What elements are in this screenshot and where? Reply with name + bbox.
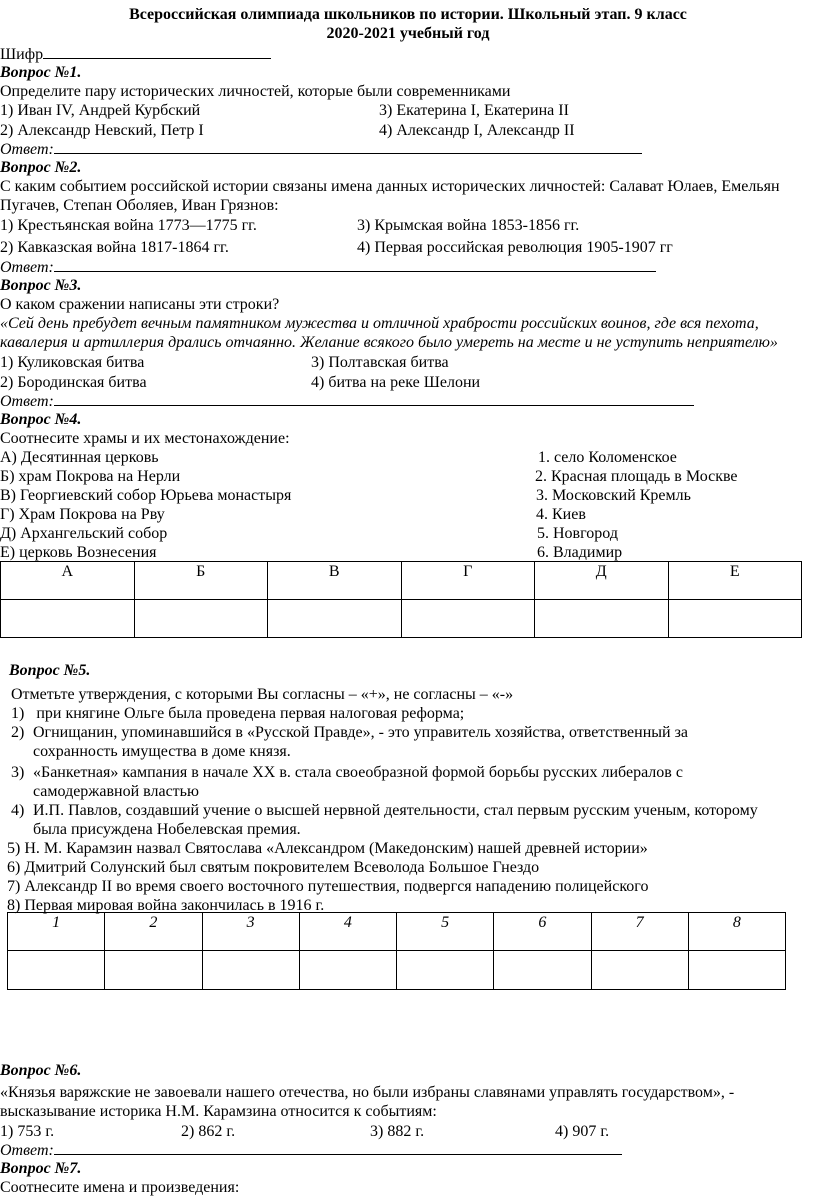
- q6-option-1: 1) 753 г.: [0, 1123, 55, 1140]
- q1-answer-line[interactable]: [0, 139, 642, 159]
- q4-heading: Вопрос №4.: [0, 411, 82, 428]
- q1-option-3: 3) Екатерина I, Екатерина II: [379, 102, 569, 119]
- q3-option-2: 2) Бородинская битва: [0, 374, 147, 391]
- q4-place-6: 6. Владимир: [537, 544, 623, 561]
- q3-option-4: 4) битва на реке Шелони: [311, 374, 481, 391]
- q1-option-2: 2) Александр Невский, Петр I: [0, 122, 204, 139]
- q4-temple-e: Е) церковь Вознесения: [0, 544, 157, 561]
- q3-answer-label: Ответ:: [0, 393, 54, 410]
- q4-table-header: А: [1, 562, 135, 600]
- q5-item-number: 7): [7, 878, 21, 895]
- q4-table-header: Д: [535, 562, 669, 600]
- q5-item-number: 8): [7, 897, 21, 914]
- q5-answer-cell[interactable]: [202, 951, 299, 990]
- q3-prompt: О каком сражении написаны эти строки?: [0, 296, 280, 313]
- q5-item-3-cont: самодержавной властью: [33, 783, 199, 800]
- q3-option-3: 3) Полтавская битва: [311, 354, 449, 371]
- cipher-field[interactable]: [0, 44, 271, 64]
- q4-temple-b: Б) храм Покрова на Нерли: [0, 468, 181, 485]
- q6-option-3: 3) 882 г.: [370, 1123, 425, 1140]
- q4-table-header: В: [268, 562, 402, 600]
- q1-option-4: 4) Александр I, Александр II: [379, 122, 575, 139]
- q5-item-text: Первая мировая война закончилась в 1916 г.: [24, 897, 325, 914]
- q5-table-header: 4: [299, 913, 396, 951]
- q2-prompt-line1: С каким событием российской истории связаны имена данных исторических личностей: Салават Юлаев, Емельян: [0, 178, 780, 195]
- q4-answer-cell[interactable]: [268, 600, 402, 638]
- q2-answer-label: Ответ:: [0, 259, 54, 276]
- q5-answer-cell[interactable]: [105, 951, 202, 990]
- q5-item-7: [7, 877, 648, 896]
- q2-answer-line[interactable]: [0, 257, 656, 277]
- q5-item-text: при княгине Ольге была проведена первая налоговая реформа;: [36, 705, 465, 722]
- q4-table-header: Е: [668, 562, 802, 600]
- q5-table-header: 1: [8, 913, 105, 951]
- q5-item-number-2: 2): [11, 724, 25, 741]
- q5-item-number: 5): [7, 840, 21, 857]
- q4-prompt: Соотнесите храмы и их местонахождение:: [0, 430, 290, 447]
- q1-answer-label: Ответ:: [0, 141, 54, 158]
- q5-answer-cell[interactable]: [299, 951, 396, 990]
- q5-prompt: Отметьте утверждения, с которыми Вы согласны – «+», не согласны – «-»: [11, 686, 514, 703]
- q2-option-4: 4) Первая российская революция 1905-1907 гг: [357, 239, 673, 256]
- q5-answer-cell[interactable]: [8, 951, 105, 990]
- q3-option-1: 1) Куликовская битва: [0, 354, 145, 371]
- q5-item-text: Александр II во время своего восточного путешествия, подвергся нападению полицейского: [24, 878, 649, 895]
- q5-table-header: 3: [202, 913, 299, 951]
- q4-temple-a: А) Десятинная церковь: [0, 449, 159, 466]
- q2-option-1: 1) Крестьянская война 1773—1775 гг.: [0, 217, 257, 234]
- q5-item-2-cont: сохранность имущества в доме князя.: [33, 743, 291, 760]
- q5-item-3-text: «Банкетная» кампания в начале XX в. стала своеобразной формой борьбы русских либералов с: [33, 764, 683, 781]
- q4-answer-cell[interactable]: [535, 600, 669, 638]
- q5-answer-cell[interactable]: [494, 951, 591, 990]
- q3-heading: Вопрос №3.: [0, 277, 82, 294]
- q6-option-2: 2) 862 г.: [181, 1123, 236, 1140]
- q2-heading: Вопрос №2.: [0, 159, 82, 176]
- q7-heading: Вопрос №7.: [0, 1160, 82, 1177]
- q4-temple-g: Г) Храм Покрова на Рву: [0, 506, 165, 523]
- q3-answer-line[interactable]: [0, 391, 694, 411]
- q3-answer-blank[interactable]: [54, 391, 694, 406]
- q5-answer-cell[interactable]: [688, 951, 785, 990]
- q5-item-5: [7, 839, 648, 858]
- q5-item-6: [7, 858, 539, 877]
- q5-table-header: 7: [591, 913, 688, 951]
- q7-prompt: Соотнесите имена и произведения:: [0, 1179, 240, 1196]
- q5-answer-table: [7, 912, 786, 990]
- q3-quote-line2: кавалерия и артиллерия дрались отчаянно. Желание всякого было умереть на месте и не уступить неприятелю»: [0, 334, 778, 351]
- q6-heading: Вопрос №6.: [0, 1062, 82, 1079]
- q5-item-text: Н. М. Карамзин назвал Святослава «Александром (Македонским) нашей древней истории»: [24, 840, 648, 857]
- q5-item-number: 6): [7, 859, 21, 876]
- q2-option-3: 3) Крымская война 1853-1856 гг.: [357, 217, 580, 234]
- q2-prompt-line2: Пугачев, Степан Оболяев, Иван Грязнов:: [0, 197, 279, 214]
- q5-answer-cell[interactable]: [591, 951, 688, 990]
- q5-item-number-3: 3): [11, 764, 25, 781]
- q6-option-4: 4) 907 г.: [555, 1123, 610, 1140]
- q1-prompt: Определите пару исторических личностей, которые были современниками: [0, 83, 511, 100]
- q5-table-header: 2: [105, 913, 202, 951]
- q4-place-2: 2. Красная площадь в Москве: [535, 468, 738, 485]
- q6-answer-blank[interactable]: [54, 1140, 622, 1155]
- q5-item-4-text: И.П. Павлов, создавший учение о высшей нервной деятельности, стал первым русским ученым, которому: [33, 802, 758, 819]
- school-year: 2020-2021 учебный год: [326, 25, 490, 42]
- q4-table-header: Г: [401, 562, 535, 600]
- q5-heading: Вопрос №5.: [9, 662, 91, 679]
- q6-answer-line[interactable]: [0, 1140, 622, 1160]
- q3-quote-line1: «Сей день пребудет вечным памятником мужества и отличной храбрости российских воинов, где вся пехота,: [0, 315, 759, 332]
- q1-heading: Вопрос №1.: [0, 64, 82, 81]
- q5-item-4-cont: была присуждена Нобелевская премия.: [33, 821, 301, 838]
- q5-item-1: [11, 704, 464, 723]
- q4-place-5: 5. Новгород: [537, 525, 618, 542]
- q5-table-header: 5: [397, 913, 494, 951]
- q5-item-text: Дмитрий Солунский был святым покровителем Всеволода Большое Гнездо: [24, 859, 540, 876]
- q4-temple-v: В) Георгиевский собор Юрьева монастыря: [0, 487, 292, 504]
- q4-answer-cell[interactable]: [1, 600, 135, 638]
- document-title: Всероссийская олимпиада школьников по истории. Школьный этап. 9 класс: [129, 6, 687, 23]
- q6-quote-line1: «Князья варяжские не завоевали нашего отечества, но были избраны славянами управлять государством», -: [0, 1084, 735, 1101]
- q4-place-3: 3. Московский Кремль: [536, 487, 691, 504]
- q5-table-header: 6: [494, 913, 591, 951]
- q1-option-1: 1) Иван IV, Андрей Курбский: [0, 102, 201, 119]
- q4-answer-cell[interactable]: [134, 600, 268, 638]
- q4-place-4: 4. Киев: [536, 506, 586, 523]
- cipher-blank[interactable]: [43, 44, 271, 59]
- cipher-label: Шифр: [0, 46, 44, 63]
- q4-answer-cell[interactable]: [668, 600, 802, 638]
- q2-option-2: 2) Кавказская война 1817-1864 гг.: [0, 239, 229, 256]
- q5-answer-cell[interactable]: [397, 951, 494, 990]
- q5-item-number-4: 4): [11, 802, 25, 819]
- q4-place-1: 1. село Коломенское: [538, 449, 677, 466]
- q4-table-header: Б: [134, 562, 268, 600]
- q1-answer-blank[interactable]: [54, 139, 642, 154]
- q2-answer-blank[interactable]: [54, 257, 656, 272]
- q4-answer-table: [0, 561, 802, 638]
- q5-table-header: 8: [688, 913, 785, 951]
- q5-item-number: 1): [11, 705, 25, 722]
- q4-temple-d: Д) Архангельский собор: [0, 525, 168, 542]
- q6-answer-label: Ответ:: [0, 1142, 54, 1159]
- q5-item-2-text: Огнищанин, упоминавшийся в «Русской Правде», - это управитель хозяйства, ответственный за: [33, 724, 689, 741]
- q4-answer-cell[interactable]: [401, 600, 535, 638]
- q6-quote-line2: высказывание историка Н.М. Карамзина относится к событиям:: [0, 1103, 437, 1120]
